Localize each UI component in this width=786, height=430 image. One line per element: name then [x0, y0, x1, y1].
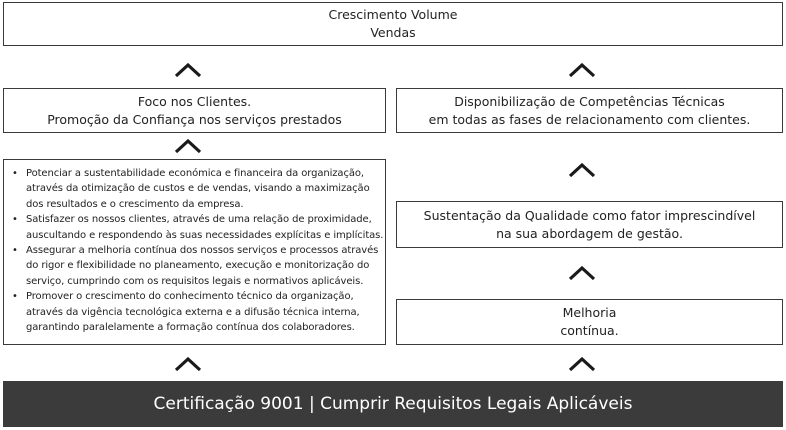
list-item-line: Assegurar a melhoria contínua dos nossos serviços e processos através [26, 245, 379, 257]
quality-box [396, 201, 783, 248]
chevron-up-icon [173, 62, 203, 78]
quality-line-2: na sua abordagem de gestão. [496, 225, 683, 241]
list-item [12, 166, 379, 212]
list-item-line: através da otimização de custos e de vendas, visando a maximização [26, 183, 370, 195]
list-item-line: auscultando e respondendo às suas necessidades explícitas e implícitas. [26, 229, 384, 241]
certification-banner [3, 381, 783, 427]
improvement-line-2: contínua. [560, 323, 619, 338]
customer-focus-line-1: Foco nos Clientes. [137, 93, 252, 109]
list-item-line: Potenciar a sustentabilidade económica e financeira da organização, [26, 168, 364, 179]
growth-box-line-2: Vendas [370, 25, 416, 40]
chevron-up-icon [567, 265, 597, 281]
bullet-icon: • [12, 291, 18, 303]
list-item [12, 289, 379, 335]
bullet-icon: • [12, 214, 18, 226]
technical-skills-box [396, 88, 783, 133]
list-item-line: Promover o crescimento do conhecimento técnico da organização, [26, 291, 354, 303]
continuous-improvement-box [396, 299, 783, 345]
chevron-up-icon [173, 356, 203, 372]
objectives-list [12, 166, 384, 335]
chevron-up-icon [567, 162, 597, 178]
list-item-line: Satisfazer os nossos clientes, através de uma relação de proximidade, [26, 214, 372, 226]
customer-focus-line-2: Promoção da Confiança nos serviços prestados [47, 111, 342, 127]
list-item-line: através da vigência tecnológica externa e a difusão técnica interna, [26, 306, 360, 318]
list-item-line: do rigor e flexibilidade no planeamento, execução e monitorização do [26, 260, 370, 272]
certification-banner-text: Certificação 9001 | Cumprir Requisitos Legais Aplicáveis [153, 394, 633, 414]
technical-skills-line-1: Disponibilização de Competências Técnicas [454, 93, 725, 109]
list-item-line: dos resultados e o crescimento da empresa. [26, 198, 244, 210]
list-item-line: garantindo paralelamente a formação contínua dos colaboradores. [26, 322, 355, 334]
list-item [12, 212, 384, 243]
list-item [12, 243, 379, 289]
technical-skills-line-2: em todas as fases de relacionamento com clientes. [428, 111, 751, 127]
bullet-icon: • [12, 245, 18, 257]
chevron-up-icon [567, 62, 597, 78]
chevron-up-icon [567, 356, 597, 372]
growth-box-line-1: Crescimento Volume [328, 7, 458, 22]
chevron-up-icon [173, 138, 203, 154]
objectives-list-box [3, 159, 386, 345]
bullet-icon: • [12, 168, 18, 179]
growth-box [3, 2, 783, 46]
list-item-line: serviço, cumprindo com os requisitos legais e normativos aplicáveis. [26, 275, 364, 287]
improvement-line-1: Melhoria [562, 305, 617, 320]
quality-line-1: Sustentação da Qualidade como fator imprescindível [423, 207, 756, 223]
customer-focus-box [3, 88, 386, 133]
